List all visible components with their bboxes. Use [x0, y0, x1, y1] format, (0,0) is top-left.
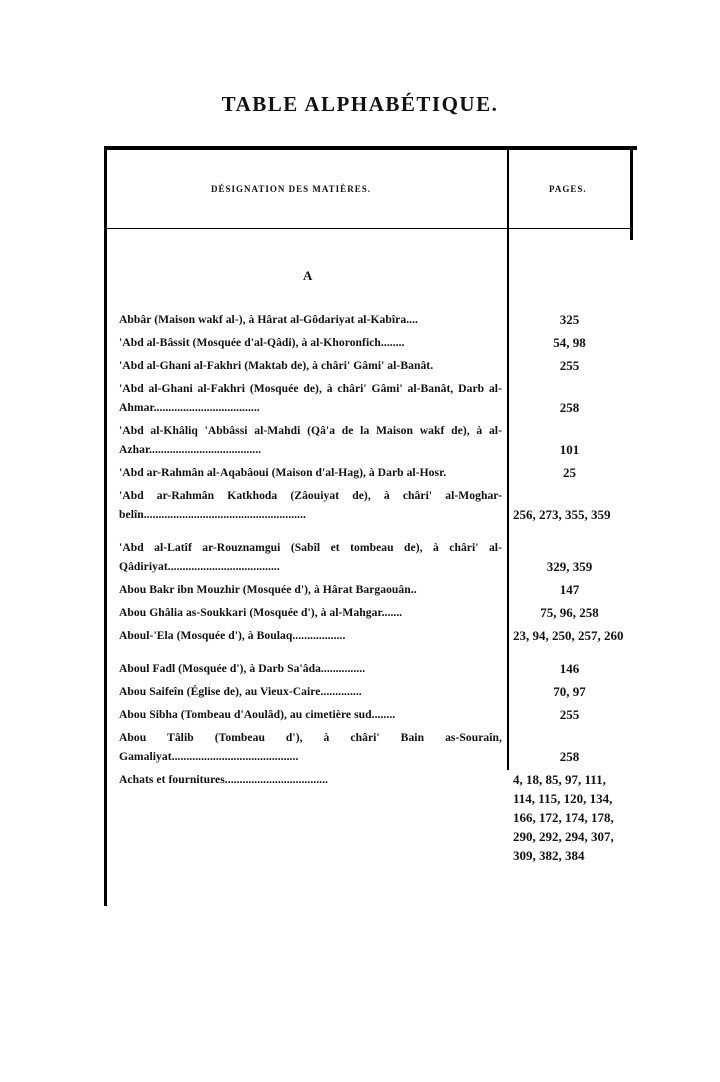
entry-pages: 325	[559, 312, 580, 327]
entry-name: Abou Sibha (Tombeau d'Aoulâd), au cimetière sud........	[119, 708, 396, 721]
index-entry	[119, 310, 631, 329]
index-entry	[119, 333, 631, 352]
entry-name: Abou Bakr ibn Mouzhir (Mosquée d'), à Hârat Bargaouân..	[119, 583, 417, 596]
entry-name: 'Abd al-Ghani al-Fakhri (Maktab de), à châri' Gâmi' al-Banât.	[119, 359, 434, 372]
entry-pages: 258	[559, 400, 580, 415]
entry-name: Aboul Fadl (Mosquée d'), à Darb Sa'âda...............	[119, 662, 366, 675]
entry-pages: 329, 359	[546, 559, 593, 574]
entry-pages: 256, 273, 355, 359	[513, 507, 611, 522]
index-entry	[119, 728, 631, 766]
entry-name: 'Abd al-Latîf ar-Rouznamgui (Sabîl et tombeau de), à châri' al-Qâdiriyat......................................	[119, 541, 502, 573]
header-divider	[107, 228, 633, 229]
index-entry	[119, 626, 631, 645]
index-entry	[119, 486, 631, 524]
entry-pages: 23, 94, 250, 257, 260	[513, 628, 624, 643]
entry-pages: 147	[559, 582, 580, 597]
entry-pages: 255	[559, 707, 580, 722]
entry-name: 'Abd ar-Rahmân al-Aqabâoui (Maison d'al-Hag), à Darb al-Hosr.	[119, 466, 447, 479]
index-entry	[119, 705, 631, 724]
index-entry	[119, 538, 631, 576]
entry-name: Abou Tâlib (Tombeau d'), à châri' Bain as-Souraîn, Gamaliyat...........................................	[119, 731, 502, 763]
index-entry	[119, 421, 631, 459]
entry-name: Abou Ghâlia as-Soukkari (Mosquée d'), à al-Mahgar.......	[119, 606, 403, 619]
entry-pages: 255	[559, 358, 580, 373]
entry-name: Aboul-'Ela (Mosquée d'), à Boulaq..................	[119, 629, 346, 642]
entry-name: 'Abd al-Ghani al-Fakhri (Mosquée de), à châri' Gâmi' al-Banât, Darb al-Ahmar....................................	[119, 382, 502, 414]
entry-name: Abbâr (Maison wakf al-), à Hârat al-Gôdariyat al-Kabîra....	[119, 313, 419, 326]
entry-pages: 146	[559, 661, 580, 676]
index-table	[104, 146, 637, 906]
entry-list	[119, 310, 631, 863]
page-title: TABLE ALPHABÉTIQUE.	[221, 92, 499, 116]
entry-name: 'Abd ar-Rahmân Katkhoda (Zâouiyat de), à châri' al-Moghar-belîn.......................................................	[119, 489, 502, 521]
entry-pages: 70, 97	[553, 684, 586, 699]
entry-pages: 75, 96, 258	[540, 605, 599, 620]
entry-pages: 54, 98	[553, 335, 586, 350]
pages-column-header: PAGES.	[549, 184, 587, 194]
designation-column-header: DÉSIGNATION DES MATIÈRES.	[211, 184, 371, 194]
entry-name: 'Abd al-Bâssit (Mosquée d'al-Qâdi), à al-Khoronfich........	[119, 336, 405, 349]
entry-name: Abou Saifeîn (Église de), au Vieux-Caire..............	[119, 685, 362, 698]
right-border	[630, 150, 633, 240]
entry-pages: 25	[563, 465, 576, 480]
index-entry	[119, 682, 631, 701]
index-entry	[119, 356, 631, 375]
entry-pages: 101	[559, 442, 580, 457]
entry-name: 'Abd al-Khâliq 'Abbâssi al-Mahdi (Qâ'a de la Maison wakf de), à al-Azhar......................................	[119, 424, 502, 456]
index-entry	[119, 379, 631, 417]
entry-pages: 4, 18, 85, 97, 111, 114, 115, 120, 134, 166, 172, 174, 178, 290, 292, 294, 307, 309, 382, 384	[513, 772, 614, 863]
entry-name: Achats et fournitures...................................	[119, 773, 329, 786]
index-entry	[119, 463, 631, 482]
section-letter: A	[303, 268, 313, 283]
index-entry	[119, 580, 631, 599]
index-entry	[119, 770, 631, 863]
entry-pages: 258	[559, 749, 580, 764]
index-entry	[119, 659, 631, 678]
index-entry	[119, 603, 631, 622]
